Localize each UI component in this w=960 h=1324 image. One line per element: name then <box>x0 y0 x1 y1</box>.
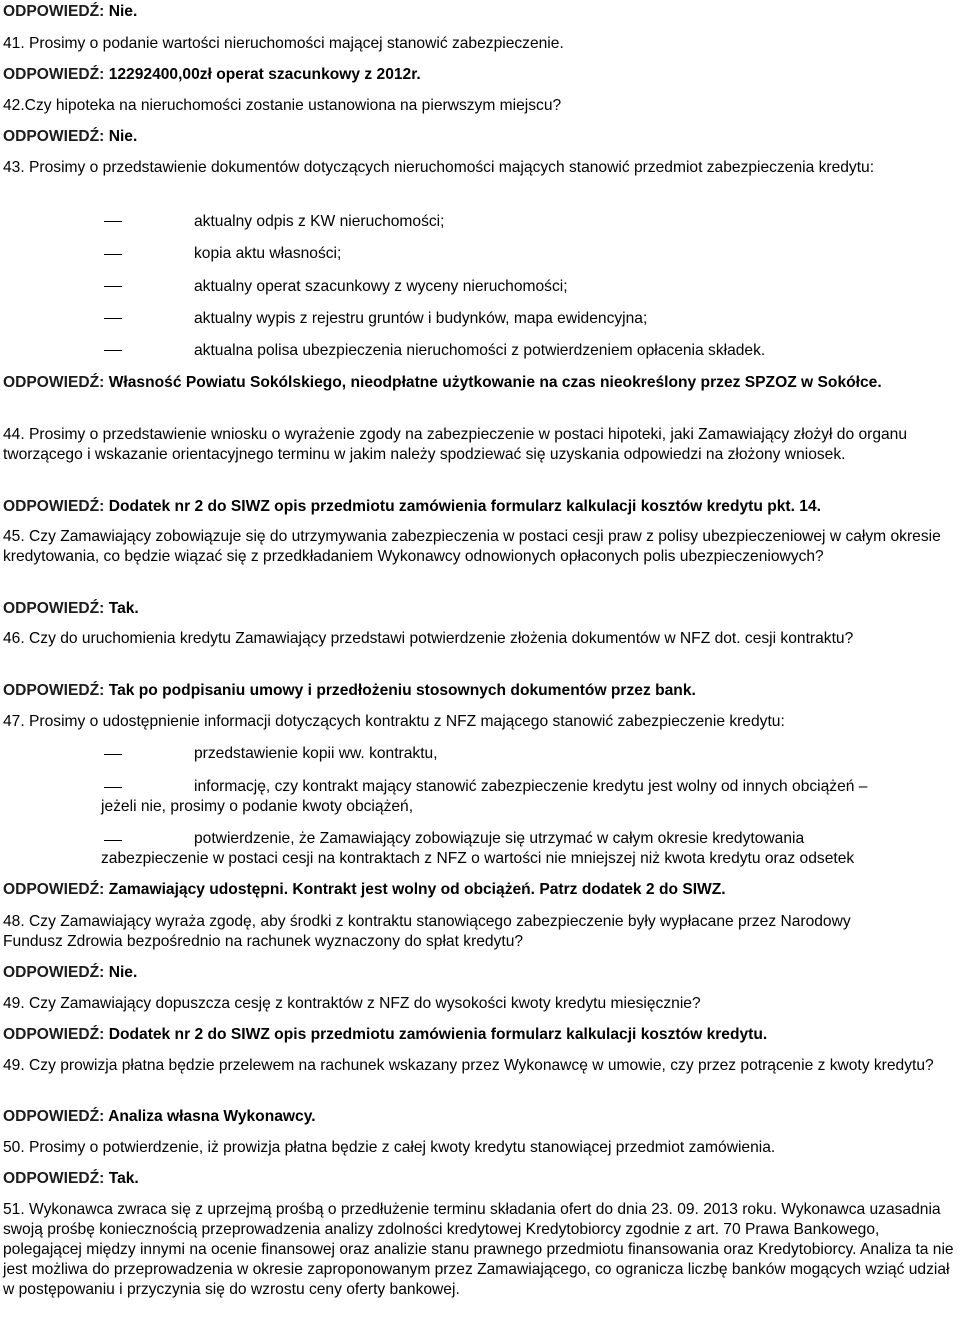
question-51: 51. Wykonawca zwraca się z uprzejmą prośbą o przedłużenie terminu składania ofert do dnia 23. 09. 2013 roku. Wykonawca uzasadnia swoją prośbę koniecznością przeprowadzenia analizy zdolności kredytowej Kredytobiorcy zgodnie z art. 70 Prawa Bankowego, polegającej między innymi na ocenie finansowej oraz analizie stanu prawnego przedmiotu finansowania oraz Kredytobiorcy. Analiza ta nie jest możliwa do przeprowadzenia w okresie zaproponowanym przez Zamawiającego, co ogranicza liczbę banków mogących wziąć udział w postępowaniu i przyczynia się do wzrostu ceny oferty bankowej. <box>3 1201 954 1298</box>
answer-44-text: Dodatek nr 2 do SIWZ opis przedmiotu zamówienia formularz kalkulacji kosztów kredytu pkt. 14. <box>108 498 821 515</box>
dash-bullet <box>104 840 122 841</box>
answer-label: ODPOWIEDŹ: <box>3 1170 105 1187</box>
question-48: 48. Czy Zamawiający wyraża zgodę, aby środki z kontraktu stanowiącego zabezpieczenie były wypłacane przez Narodowy Fundusz Zdrowia bezpośrednio na rachunek wyznaczony do spłat kredytu? <box>3 913 851 950</box>
answer-48-text: Nie. <box>108 964 138 981</box>
answer-49b <box>3 1107 958 1127</box>
question-46: 46. Czy do uruchomienia kredytu Zamawiający przedstawi potwierdzenie złożenia dokumentów w NFZ dot. cesji kontraktu? <box>3 630 854 647</box>
question-47: 47. Prosimy o udostępnienie informacji dotyczących kontraktu z NFZ mającego stanowić zabezpieczenie kredytu: <box>3 713 785 730</box>
answer-42-text: Nie. <box>108 128 138 145</box>
answer-label: ODPOWIEDŹ: <box>3 964 105 981</box>
answer-46-text: Tak po podpisaniu umowy i przedłożeniu stosownych dokumentów przez bank. <box>108 682 696 699</box>
list-item: aktualny wypis z rejestru gruntów i budynków, mapa ewidencyjna; <box>194 310 648 327</box>
answer-46 <box>3 681 958 701</box>
answer-50 <box>3 1169 958 1189</box>
answer-40 <box>3 2 958 22</box>
question-49: 49. Czy Zamawiający dopuszcza cesję z kontraktów z NFZ do wysokości kwoty kredytu miesięcznie? <box>3 995 701 1012</box>
question-42: 42.Czy hipoteka na nieruchomości zostanie ustanowiona na pierwszym miejscu? <box>3 97 562 114</box>
list-item: aktualny odpis z KW nieruchomości; <box>194 213 445 230</box>
question-49b: 49. Czy prowizja płatna będzie przelewem na rachunek wskazany przez Wykonawcę w umowie, czy przez potrącenie z kwoty kredytu? <box>3 1057 934 1074</box>
answer-45 <box>3 599 958 619</box>
list-item: kopia aktu własności; <box>194 245 342 262</box>
dash-bullet <box>104 254 122 255</box>
answer-47 <box>3 880 958 900</box>
answer-49b-text: Analiza własna Wykonawcy. <box>108 1108 316 1125</box>
question-41: 41. Prosimy o podanie wartości nieruchomości mającej stanowić zabezpieczenie. <box>3 35 564 52</box>
answer-48 <box>3 963 958 983</box>
answer-42 <box>3 127 958 147</box>
answer-41 <box>3 65 958 85</box>
answer-49 <box>3 1025 958 1045</box>
answer-45-text: Tak. <box>108 600 139 617</box>
list-item: potwierdzenie, że Zamawiający zobowiązuje się utrzymać w całym okresie kredytowania <box>194 830 805 847</box>
answer-label: ODPOWIEDŹ: <box>3 1108 105 1125</box>
question-50: 50. Prosimy o potwierdzenie, iż prowizja płatna będzie z całej kwoty kredytu stanowiącej przedmiot zamówienia. <box>3 1139 776 1156</box>
answer-41-text: 12292400,00zł operat szacunkowy z 2012r. <box>108 66 421 83</box>
answer-label: ODPOWIEDŹ: <box>3 600 105 617</box>
answer-43 <box>3 373 930 393</box>
question-43: 43. Prosimy o przedstawienie dokumentów dotyczących nieruchomości mających stanowić przedmiot zabezpieczenia kredytu: <box>3 159 875 176</box>
answer-label: ODPOWIEDŹ: <box>3 881 105 898</box>
question-44: 44. Prosimy o przedstawienie wniosku o wyrażenie zgody na zabezpieczenie w postaci hipoteki, jaki Zamawiający złożył do organu tworzącego i wskazanie orientacyjnego terminu w jakim należy spodziewać się uzyskania odpowiedzi na złożony wniosek. <box>3 426 908 463</box>
answer-label: ODPOWIEDŹ: <box>3 498 105 515</box>
answer-50-text: Tak. <box>108 1170 139 1187</box>
answer-40-text: Nie. <box>108 3 138 20</box>
dash-bullet <box>104 318 122 319</box>
dash-bullet <box>104 787 122 788</box>
list-item: przedstawienie kopii ww. kontraktu, <box>194 745 438 762</box>
answer-label: ODPOWIEDŹ: <box>3 374 105 391</box>
dash-bullet <box>104 286 122 287</box>
list-item: aktualna polisa ubezpieczenia nieruchomości z potwierdzeniem opłacenia składek. <box>194 342 766 359</box>
answer-label: ODPOWIEDŹ: <box>3 1026 105 1043</box>
list-item-continuation: jeżeli nie, prosimy o podanie kwoty obciążeń, <box>101 798 414 815</box>
list-item: informację, czy kontrakt mający stanowić zabezpieczenie kredytu jest wolny od innych obciążeń – <box>194 778 868 795</box>
answer-47-text: Zamawiający udostępni. Kontrakt jest wolny od obciążeń. Patrz dodatek 2 do SIWZ. <box>108 881 726 898</box>
answer-label: ODPOWIEDŹ: <box>3 66 105 83</box>
answer-44 <box>3 497 958 517</box>
dash-bullet <box>104 221 122 222</box>
answer-label: ODPOWIEDŹ: <box>3 3 105 20</box>
answer-43-text: Własność Powiatu Sokólskiego, nieodpłatne użytkowanie na czas nieokreślony przez SPZOZ w Sokółce. <box>108 374 882 391</box>
answer-49-text: Dodatek nr 2 do SIWZ opis przedmiotu zamówienia formularz kalkulacji kosztów kredytu. <box>108 1026 768 1043</box>
answer-label: ODPOWIEDŹ: <box>3 682 105 699</box>
dash-bullet <box>104 754 122 755</box>
question-45: 45. Czy Zamawiający zobowiązuje się do utrzymywania zabezpieczenia w postaci cesji praw z polisy ubezpieczeniowej w całym okresie kredytowania, co będzie wiązać się z przedkładaniem Wykonawcy odnowionych opłaconych polis ubezpieczeniowych? <box>3 528 941 565</box>
dash-bullet <box>104 350 122 351</box>
list-item-continuation: zabezpieczenie w postaci cesji na kontraktach z NFZ o wartości nie mniejszej niż kwota kredytu oraz odsetek <box>101 850 855 867</box>
answer-label: ODPOWIEDŹ: <box>3 128 105 145</box>
list-item: aktualny operat szacunkowy z wyceny nieruchomości; <box>194 278 568 295</box>
